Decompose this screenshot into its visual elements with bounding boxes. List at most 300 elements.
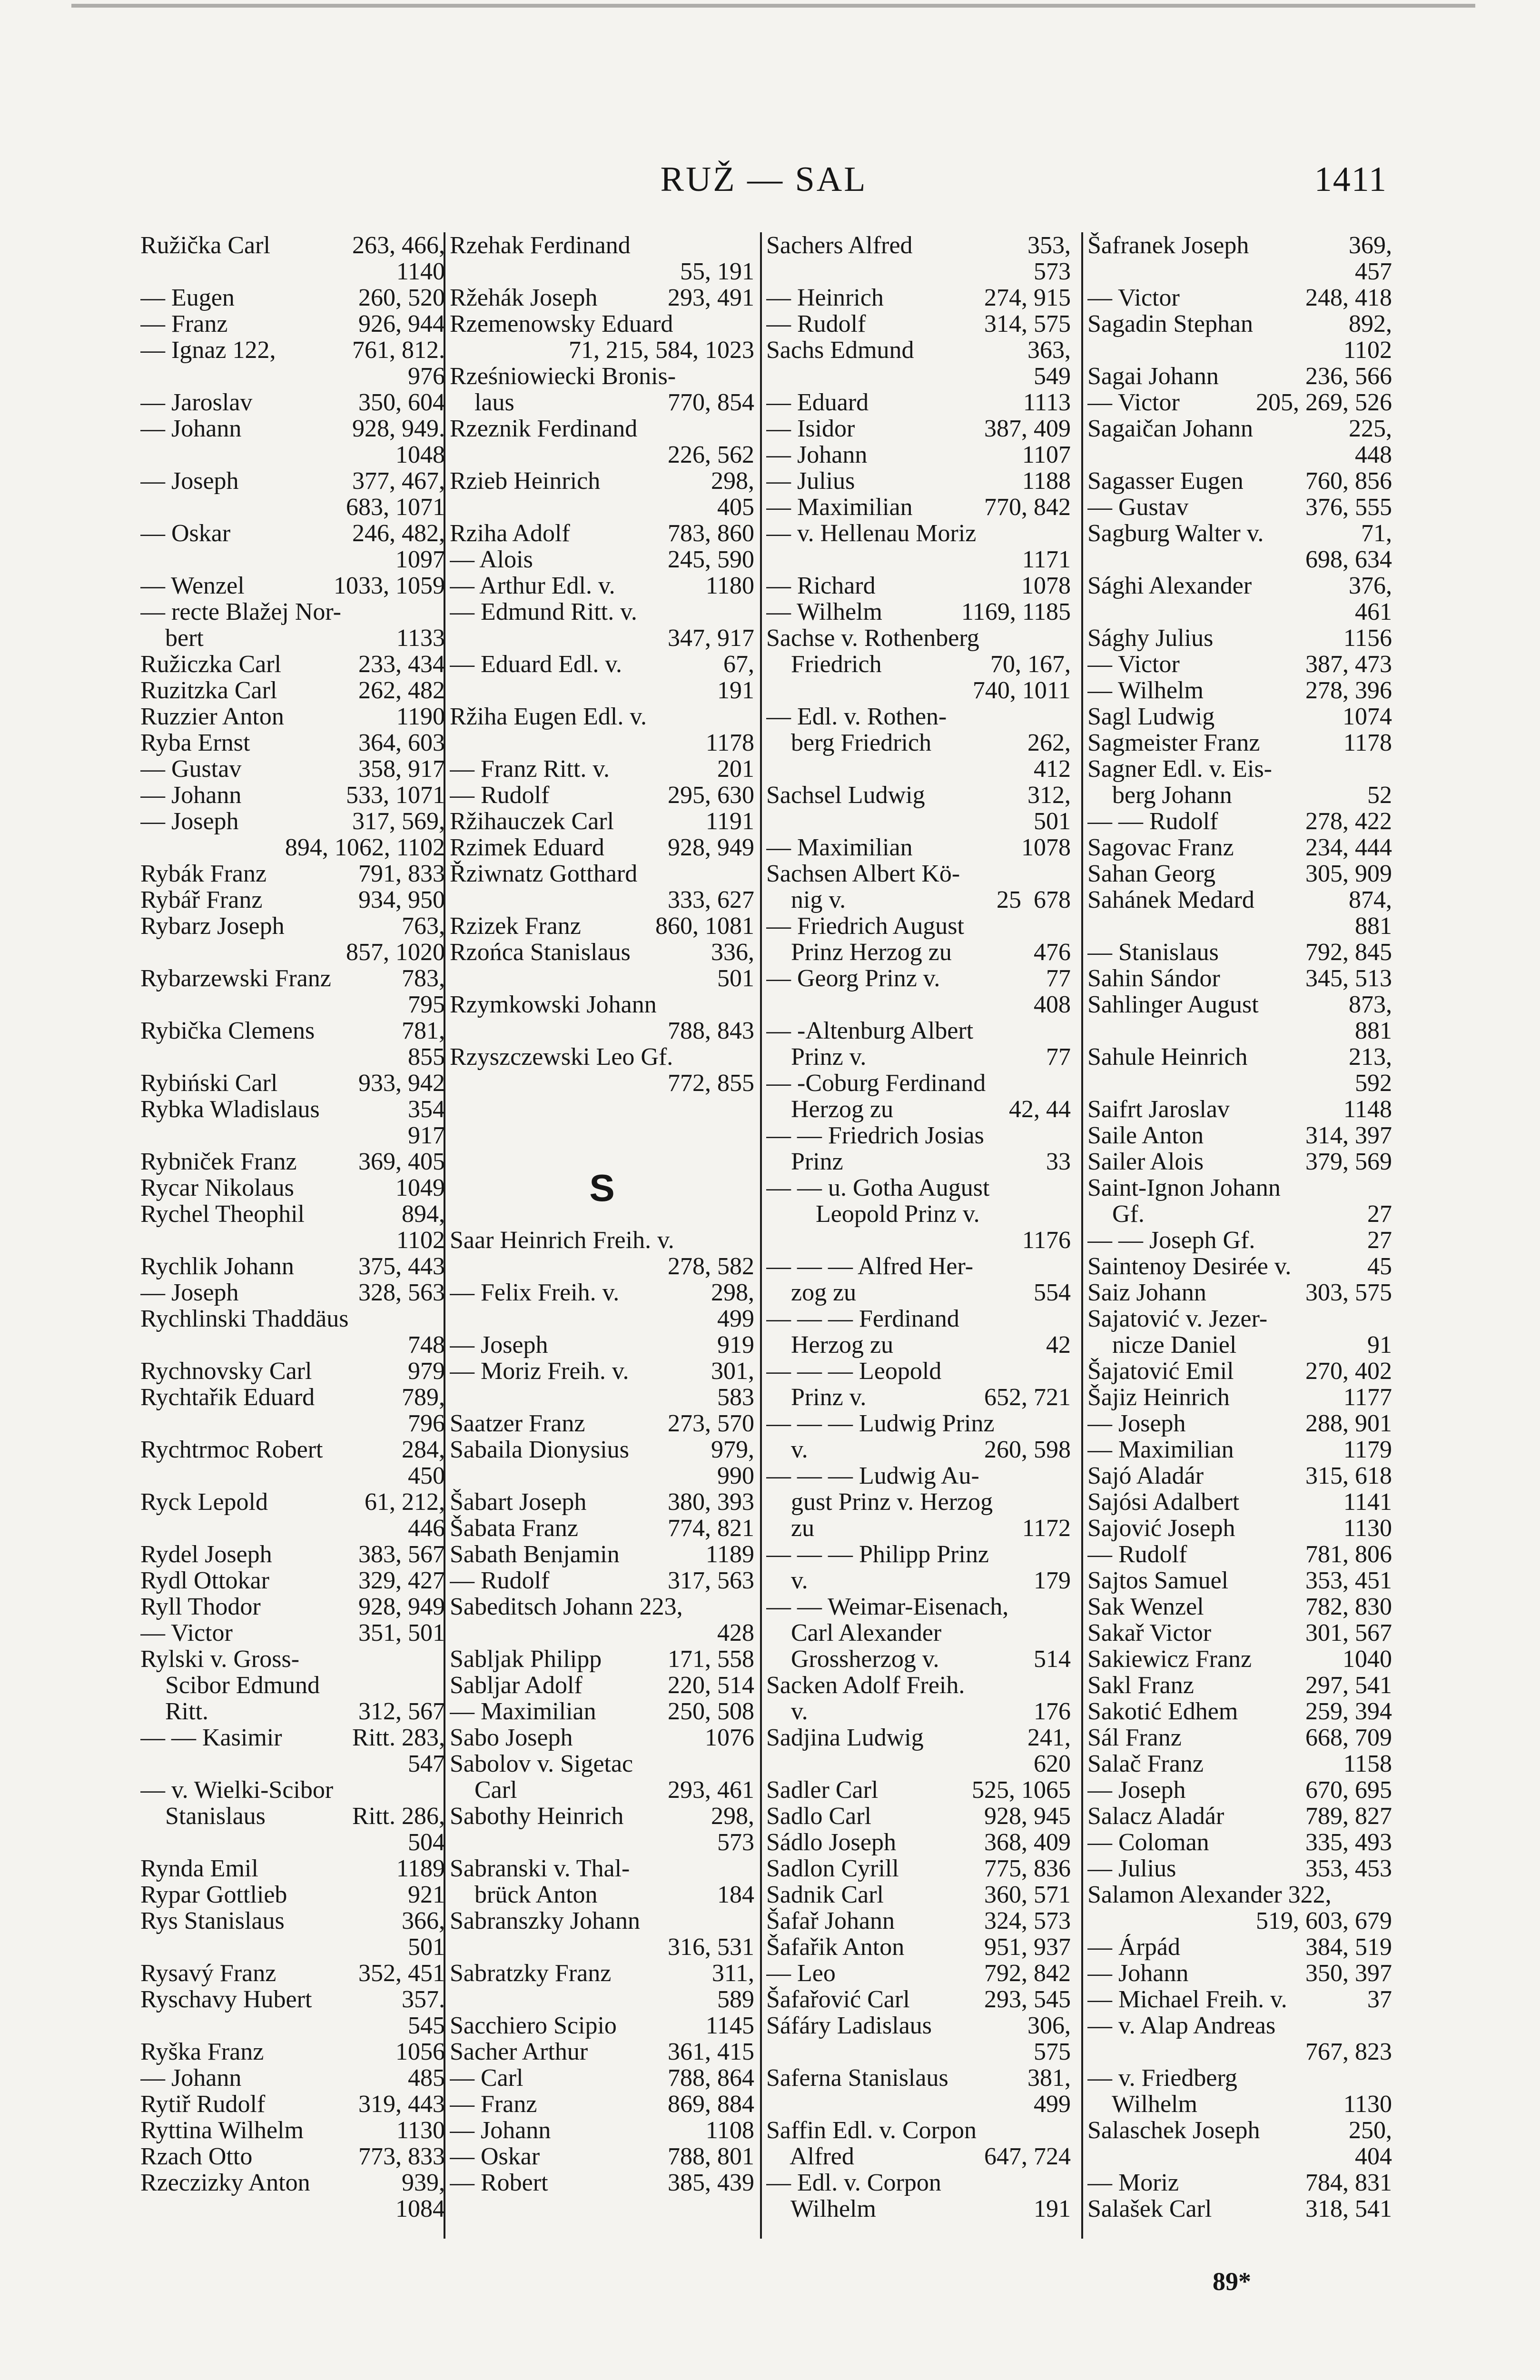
entry-line	[1087, 782, 1392, 808]
entry-pages: 892,	[1349, 311, 1392, 337]
entry-name: — Johann	[140, 416, 242, 442]
entry-text: — v. Alap Andreas	[1087, 2013, 1276, 2039]
entry-pages-continued: 545	[408, 2013, 445, 2039]
entry-pages: 1169, 1185	[961, 599, 1071, 625]
entry-pages: 233, 434	[358, 651, 445, 677]
entry-name: — Robert	[450, 2170, 548, 2196]
entry-pages-continued: 589	[717, 1986, 754, 2013]
entry-name: Sahan Georg	[1087, 861, 1216, 887]
entry-line	[1087, 1253, 1392, 1279]
entry-name: — Joseph	[1087, 1410, 1186, 1437]
entry-pages: 364, 603	[358, 730, 445, 756]
entry-pages: 278, 396	[1305, 677, 1392, 704]
entry-line	[766, 1934, 1071, 1960]
entry-line	[140, 1489, 445, 1515]
entry-name: — Victor	[1087, 651, 1180, 677]
entry-name: Rychtrmoc Robert	[140, 1437, 323, 1463]
entry-line	[766, 1044, 1071, 1070]
entry-name: — Richard	[766, 573, 876, 599]
entry-line	[450, 1725, 754, 1751]
entry-name: Šafařik Anton	[766, 1934, 905, 1960]
entry-line	[1087, 1777, 1392, 1803]
entry-line	[450, 1567, 754, 1594]
entry-name: berg Friedrich	[766, 730, 932, 756]
entry-name: — Heinrich	[766, 285, 884, 311]
entry-line	[140, 1698, 445, 1725]
entry-text: — Edl. v. Rothen-	[766, 704, 947, 730]
entry-text: — v. Hellenau Moriz	[766, 520, 977, 546]
entry-name: Sajtos Samuel	[1087, 1567, 1229, 1594]
entry-name: Sághi Alexander	[1087, 573, 1252, 599]
entry-pages-continued: 795	[408, 992, 445, 1018]
entry-pages-continued: 990	[717, 1463, 754, 1489]
entry-name: Šafař Johann	[766, 1908, 895, 1934]
entry-pages: 317, 569,	[352, 808, 445, 834]
entry-text: Sabeditsch Johann 223,	[450, 1594, 683, 1620]
entry-line	[450, 2091, 754, 2117]
entry-pages: 250,	[1349, 2117, 1392, 2143]
entry-pages: 27	[1367, 1201, 1392, 1227]
entry-pages: 928, 949.	[352, 416, 445, 442]
entry-line	[450, 1698, 754, 1725]
entry-name: Rychnovsky Carl	[140, 1358, 312, 1384]
entry-pages-continued: 772, 855	[668, 1070, 754, 1096]
entry-pages: Ritt. 283,	[352, 1725, 445, 1751]
entry-name: Sadler Carl	[766, 1777, 879, 1803]
entry-line	[140, 704, 445, 730]
entry-pages: 311,	[711, 1960, 754, 1986]
name-column-4	[1087, 232, 1392, 2246]
entry-name: v.	[766, 1698, 808, 1725]
entry-line	[450, 1358, 754, 1384]
entry-pages: 363,	[1027, 337, 1071, 363]
entry-pages: 67,	[723, 651, 754, 677]
entry-line	[766, 1384, 1071, 1410]
entry-line	[450, 573, 754, 599]
entry-text: — Edl. v. Corpon	[766, 2170, 941, 2196]
entry-name: Ryttina Wilhelm	[140, 2117, 304, 2143]
entry-pages: 783, 860	[668, 520, 754, 546]
entry-text: Saffin Edl. v. Corpon	[766, 2117, 977, 2143]
entry-pages: 250, 508	[668, 1698, 754, 1725]
entry-pages-continued: 748	[408, 1332, 445, 1358]
entry-pages: 27	[1367, 1227, 1392, 1253]
entry-text: — recte Blažej Nor-	[140, 599, 341, 625]
entry-pages: 184	[717, 1882, 754, 1908]
entry-line	[1087, 1149, 1392, 1175]
entry-pages: 70, 167,	[990, 651, 1071, 677]
entry-line	[140, 861, 445, 887]
entry-text: Rylski v. Gross-	[140, 1646, 300, 1672]
entry-pages: 191	[1034, 2196, 1071, 2222]
entry-pages: 318, 541	[1305, 2196, 1392, 2222]
entry-pages: 301, 567	[1305, 1620, 1392, 1646]
entry-line	[1087, 2170, 1392, 2196]
entry-line	[1087, 730, 1392, 756]
entry-name: Sádlo Joseph	[766, 1829, 896, 1855]
entry-text: Salamon Alexander 322,	[1087, 1882, 1332, 1908]
entry-pages: 1178	[1343, 730, 1392, 756]
entry-line	[766, 1829, 1071, 1855]
entry-name: Sagadin Stephan	[1087, 311, 1254, 337]
entry-pages: 270, 402	[1305, 1358, 1392, 1384]
entry-pages: 1188	[1022, 468, 1071, 494]
entry-pages: 262,	[1027, 730, 1071, 756]
entry-line	[140, 1437, 445, 1463]
entry-line	[766, 1332, 1071, 1358]
entry-pages: 33	[1046, 1149, 1071, 1175]
entry-name: v.	[766, 1567, 808, 1594]
entry-line	[1087, 2091, 1392, 2117]
entry-pages: 350, 604	[358, 389, 445, 416]
entry-pages-continued: 448	[1355, 442, 1392, 468]
entry-line	[140, 1541, 445, 1567]
entry-name: Sagovac Franz	[1087, 834, 1234, 861]
header-title: RUŽ — SAL	[660, 160, 868, 199]
entry-line	[450, 285, 754, 311]
entry-text: — — — Philipp Prinz	[766, 1541, 989, 1567]
entry-pages: 42, 44	[1009, 1096, 1071, 1122]
entry-name: — Gustav	[1087, 494, 1189, 520]
entry-line	[140, 1594, 445, 1620]
entry-line	[450, 1437, 754, 1463]
entry-pages: 1148	[1343, 1096, 1392, 1122]
entry-pages: 236, 566	[1305, 363, 1392, 389]
entry-line	[1087, 1227, 1392, 1253]
entry-pages: 1158	[1343, 1751, 1392, 1777]
entry-pages: 761, 812.	[352, 337, 445, 363]
entry-pages: 42	[1046, 1332, 1071, 1358]
entry-text: Scibor Edmund	[140, 1672, 320, 1698]
entry-pages: 37	[1367, 1986, 1392, 2013]
entry-pages: 1130	[1343, 1515, 1392, 1541]
entry-line	[1087, 651, 1392, 677]
entry-text: Rychlinski Thaddäus	[140, 1306, 349, 1332]
entry-pages: 670, 695	[1305, 1777, 1392, 1803]
entry-pages: 1133	[396, 625, 445, 651]
entry-line	[766, 494, 1071, 520]
entry-pages: 788, 801	[668, 2143, 754, 2170]
entry-line	[1087, 1751, 1392, 1777]
entry-line	[1087, 861, 1392, 887]
entry-pages: 1056	[395, 2039, 445, 2065]
entry-line	[450, 2065, 754, 2091]
entry-text: Sabolov v. Sigetac	[450, 1751, 633, 1777]
entry-line	[450, 782, 754, 808]
entry-line	[140, 1908, 445, 1934]
entry-line	[450, 651, 754, 677]
entry-name: Rybka Wladislaus	[140, 1096, 320, 1122]
entry-pages: 380, 393	[668, 1489, 754, 1515]
entry-line	[140, 2039, 445, 2065]
entry-name: Grossherzog v.	[766, 1646, 939, 1672]
entry-line	[766, 1096, 1071, 1122]
entry-name: Rybarzewski Franz	[140, 965, 331, 992]
entry-pages-continued: 917	[408, 1122, 445, 1149]
entry-name: Ruzitzka Carl	[140, 677, 277, 704]
entry-line	[140, 285, 445, 311]
entry-line	[450, 468, 754, 494]
entry-line	[140, 651, 445, 677]
entry-name: — Victor	[1087, 389, 1180, 416]
entry-text: Rzemenowsky Eduard	[450, 311, 673, 337]
entry-line	[1087, 1672, 1392, 1698]
entry-line	[1087, 1541, 1392, 1567]
entry-text: Sachsen Albert Kö-	[766, 861, 960, 887]
entry-pages: 314, 575	[984, 311, 1071, 337]
entry-pages: 263, 466,	[352, 232, 445, 258]
entry-name: — Joseph	[140, 808, 239, 834]
entry-pages: 476	[1034, 939, 1071, 965]
entry-pages-continued: 499	[717, 1306, 754, 1332]
entry-line	[766, 337, 1071, 363]
entry-pages: 933, 942	[358, 1070, 445, 1096]
entry-name: Sagburg Walter v.	[1087, 520, 1264, 546]
entry-line	[140, 416, 445, 442]
entry-line	[1087, 1122, 1392, 1149]
entry-line	[450, 1672, 754, 1698]
entry-pages-continued: 592	[1355, 1070, 1392, 1096]
entry-name: — — Joseph Gf.	[1087, 1227, 1255, 1253]
entry-line	[1087, 1384, 1392, 1410]
entry-pages: 293, 491	[668, 285, 754, 311]
entry-line	[766, 2065, 1071, 2091]
entry-name: — Georg Prinz v.	[766, 965, 940, 992]
entry-pages-continued: 583	[717, 1384, 754, 1410]
entry-name: — Isidor	[766, 416, 855, 442]
entry-text: Rzyszczewski Leo Gf.	[450, 1044, 673, 1070]
entry-name: Sahin Sándor	[1087, 965, 1220, 992]
entry-line	[1087, 494, 1392, 520]
entry-line	[766, 1567, 1071, 1594]
entry-pages: 259, 394	[1305, 1698, 1392, 1725]
entry-name: bert	[140, 625, 204, 651]
entry-line	[1087, 1437, 1392, 1463]
entry-name: — Johann	[766, 442, 868, 468]
entry-name: Ryschavy Hubert	[140, 1986, 312, 2013]
entry-name: — Maximilian	[766, 494, 913, 520]
entry-line	[1087, 1986, 1392, 2013]
entry-line	[1087, 311, 1392, 337]
entry-line	[766, 965, 1071, 992]
entry-pages: 387, 473	[1305, 651, 1392, 677]
entry-name: Rzońca Stanislaus	[450, 939, 631, 965]
entry-text: Leopold Prinz v.	[766, 1201, 980, 1227]
entry-name: — Wilhelm	[766, 599, 882, 625]
entry-line	[140, 468, 445, 494]
entry-pages: 383, 567	[358, 1541, 445, 1567]
entry-pages-continued: 1097	[395, 546, 445, 573]
entry-pages: 1049	[395, 1175, 445, 1201]
entry-line	[140, 887, 445, 913]
entry-name: Sachsel Ludwig	[766, 782, 925, 808]
entry-pages: 213,	[1349, 1044, 1392, 1070]
entry-line	[450, 1489, 754, 1515]
entry-pages-continued: 1102	[1343, 337, 1392, 363]
entry-pages: 25 678	[997, 887, 1071, 913]
entry-pages: 369,	[1349, 232, 1392, 258]
entry-name: — Julius	[1087, 1855, 1176, 1882]
entry-pages: 91	[1367, 1332, 1392, 1358]
entry-pages: 485	[408, 2065, 445, 2091]
entry-line	[450, 1541, 754, 1567]
entry-pages: 312,	[1027, 782, 1071, 808]
entry-line	[450, 834, 754, 861]
entry-name: Sahánek Medard	[1087, 887, 1254, 913]
entry-text: Řziwnatz Gotthard	[450, 861, 638, 887]
entry-name: Rychtařik Eduard	[140, 1384, 315, 1410]
entry-pages: 783,	[402, 965, 445, 992]
entry-pages: 345, 513	[1305, 965, 1392, 992]
entry-name: Saintenoy Desirée v.	[1087, 1253, 1292, 1279]
entry-name: Rysavý Franz	[140, 1960, 276, 1986]
entry-pages: 245, 590	[668, 546, 754, 573]
entry-name: Herzog zu	[766, 1332, 894, 1358]
entry-name: Stanislaus	[140, 1803, 266, 1829]
entry-line	[1087, 1044, 1392, 1070]
entry-line	[450, 1646, 754, 1672]
entry-pages: 328, 563	[358, 1279, 445, 1306]
entry-line	[1087, 1725, 1392, 1751]
entry-text: Ržiha Eugen Edl. v.	[450, 704, 647, 730]
entry-line	[766, 834, 1071, 861]
entry-line	[1087, 939, 1392, 965]
entry-pages: 317, 563	[668, 1567, 754, 1594]
entry-line	[1087, 363, 1392, 389]
entry-line	[140, 2065, 445, 2091]
entry-line	[1087, 992, 1392, 1018]
entry-name: — Joseph	[140, 1279, 239, 1306]
entry-line	[766, 573, 1071, 599]
entry-pages-continued: 278, 582	[668, 1253, 754, 1279]
entry-name: — Franz	[140, 311, 228, 337]
entry-name: — Maximilian	[1087, 1437, 1234, 1463]
entry-line	[1087, 2196, 1392, 2222]
entry-text: — — Weimar-Eisenach,	[766, 1594, 1009, 1620]
entry-line	[140, 1384, 445, 1410]
entry-name: — Rudolf	[450, 1567, 550, 1594]
entry-pages: 934, 950	[358, 887, 445, 913]
entry-name: Sál Franz	[1087, 1725, 1182, 1751]
entry-name: — Johann	[140, 782, 242, 808]
entry-line	[450, 2143, 754, 2170]
entry-pages: 335, 493	[1305, 1829, 1392, 1855]
entry-pages: 1078	[1021, 834, 1071, 861]
entry-pages: 939,	[402, 2170, 445, 2196]
entry-pages: Ritt. 286,	[352, 1803, 445, 1829]
entry-name: Sadlo Carl	[766, 1803, 871, 1829]
entry-line	[140, 1855, 445, 1882]
entry-line	[766, 730, 1071, 756]
entry-line	[1087, 1620, 1392, 1646]
entry-name: Rys Stanislaus	[140, 1908, 285, 1934]
entry-pages: 358, 917	[358, 756, 445, 782]
entry-name: Rzimek Eduard	[450, 834, 604, 861]
entry-pages: 179	[1034, 1567, 1071, 1594]
entry-line	[1087, 1960, 1392, 1986]
entry-pages: 324, 573	[984, 1908, 1071, 1934]
entry-line	[450, 1279, 754, 1306]
entry-pages: 303, 575	[1305, 1279, 1392, 1306]
entry-pages-continued: 226, 562	[668, 442, 754, 468]
entry-text: gust Prinz v. Herzog	[766, 1489, 993, 1515]
entry-pages: 306,	[1027, 2013, 1071, 2039]
entry-name: — Maximilian	[766, 834, 913, 861]
entry-line	[766, 1882, 1071, 1908]
entry-name: Prinz	[766, 1149, 843, 1175]
entry-name: — Oskar	[450, 2143, 540, 2170]
entry-pages: 293, 545	[984, 1986, 1071, 2013]
entry-pages: 354	[408, 1096, 445, 1122]
entry-name: Alfred	[766, 2143, 854, 2170]
entry-name: — Johann	[450, 2117, 551, 2143]
entry-pages: 979	[408, 1358, 445, 1384]
entry-line	[140, 1253, 445, 1279]
entry-text: Sajatović v. Jezer-	[1087, 1306, 1268, 1332]
entry-pages: 220, 514	[668, 1672, 754, 1698]
entry-name: Rzeczizky Anton	[140, 2170, 310, 2196]
entry-pages: 894,	[402, 1201, 445, 1227]
entry-name: Ržehák Joseph	[450, 285, 598, 311]
entry-text: Sabranski v. Thal-	[450, 1855, 630, 1882]
entry-line	[766, 2196, 1071, 2222]
entry-text: Sagner Edl. v. Eis-	[1087, 756, 1272, 782]
entry-name: — Michael Freih. v.	[1087, 1986, 1287, 2013]
entry-text: — — — Ludwig Prinz	[766, 1410, 995, 1437]
entry-pages-continued: 1176	[1022, 1227, 1071, 1253]
entry-line	[766, 1725, 1071, 1751]
entry-pages-continued: 404	[1355, 2143, 1392, 2170]
entry-name: Šajatović Emil	[1087, 1358, 1234, 1384]
entry-name: Wilhelm	[1087, 2091, 1197, 2117]
entry-name: nig v.	[766, 887, 846, 913]
entry-name: — Felix Freih. v.	[450, 1279, 620, 1306]
entry-pages: 533, 1071	[346, 782, 445, 808]
entry-name: Ritt.	[140, 1698, 209, 1725]
entry-pages: 248, 418	[1305, 285, 1392, 311]
entry-name: Saferna Stanislaus	[766, 2065, 948, 2091]
entry-name: Rydel Joseph	[140, 1541, 272, 1567]
entry-pages: 312, 567	[358, 1698, 445, 1725]
entry-pages-continued: 412	[1034, 756, 1071, 782]
entry-name: Sak Wenzel	[1087, 1594, 1204, 1620]
entry-pages: 1033, 1059	[334, 573, 445, 599]
entry-line	[766, 468, 1071, 494]
entry-name: Sabothy Heinrich	[450, 1803, 624, 1829]
entry-line	[1087, 704, 1392, 730]
entry-text: Rześniowiecki Bronis-	[450, 363, 676, 389]
entry-name: Sajó Aladár	[1087, 1463, 1204, 1489]
entry-name: laus	[450, 389, 514, 416]
entry-pages-continued: 450	[408, 1463, 445, 1489]
entry-pages-continued: 796	[408, 1410, 445, 1437]
entry-name: Friedrich	[766, 651, 882, 677]
entry-pages-continued: 881	[1355, 1018, 1392, 1044]
entry-name: — Rudolf	[1087, 1541, 1187, 1567]
entry-pages: 375, 443	[358, 1253, 445, 1279]
entry-name: brück Anton	[450, 1882, 598, 1908]
entry-name: — Stanislaus	[1087, 939, 1219, 965]
entry-name: — Alois	[450, 546, 533, 573]
entry-name: v.	[766, 1437, 808, 1463]
entry-pages-continued: 461	[1355, 599, 1392, 625]
entry-name: — Joseph	[1087, 1777, 1186, 1803]
entry-pages: 288, 901	[1305, 1410, 1392, 1437]
entry-pages: 376, 555	[1305, 494, 1392, 520]
entry-line	[140, 2117, 445, 2143]
entry-pages-continued: 976	[408, 363, 445, 389]
entry-text: — — u. Gotha August	[766, 1175, 990, 1201]
